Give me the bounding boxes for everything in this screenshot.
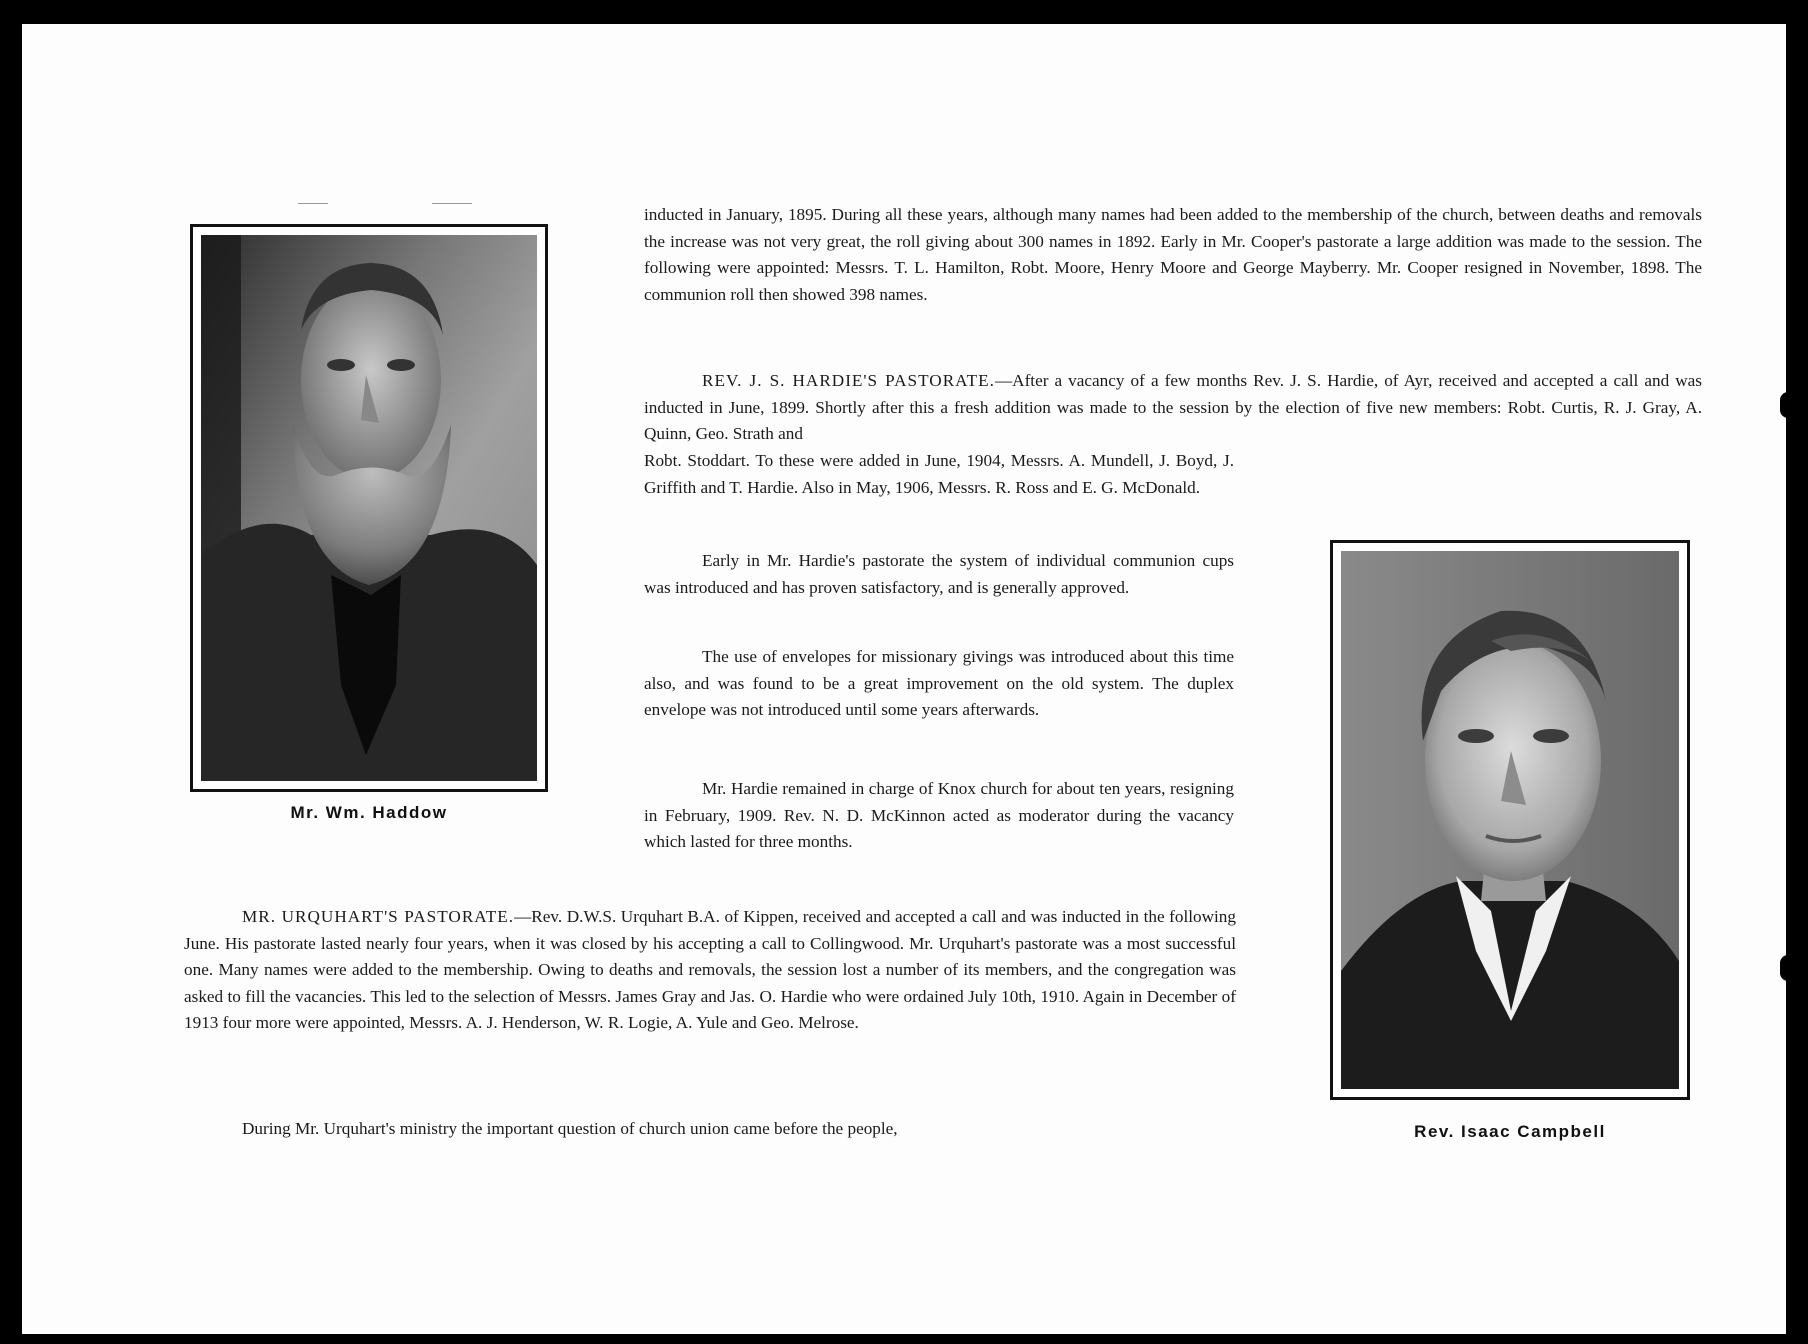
portrait-campbell-image (1341, 551, 1679, 1089)
paragraph-church-union: During Mr. Urquhart's ministry the important question of church union came before the people, (242, 1119, 898, 1138)
portrait-haddow-caption: Mr. Wm. Haddow (290, 803, 448, 822)
pencil-mark (298, 203, 328, 204)
page-edge-notch (1780, 955, 1794, 981)
paragraph-urquhart-body: —Rev. D.W.S. Urquhart B.A. of Kippen, received and accepted a call and was inducted in the following June. His pastorate lasted nearly four years, when it was closed by his accepting a call to Collingwood. Mr. Urquhart's pastorate was a most successful one. Many names were added to the membership. Owing to deaths and removals, the session lost a number of its members, and the congregation was asked to fill the vacancies. This led to the selection of Messrs. James Gray and Jas. O. Hardie who were ordained July 10th, 1910. Again in December of 1913 four more were appointed, Messrs. A. J. Henderson, W. R. Logie, A. Yule and Geo. Melrose. (184, 907, 1236, 1032)
pencil-mark (432, 203, 472, 204)
scan-border-right (1786, 0, 1808, 1344)
portrait-campbell (1330, 540, 1690, 1100)
portrait-haddow-image (201, 235, 537, 781)
paragraph-hardie-pastorate (644, 368, 1702, 448)
paragraph-cooper-end: inducted in January, 1895. During all these years, although many names had been added to the membership of the church, between deaths and removals the increase was not very great, the roll giving about 300 names in 1892. Early in Mr. Cooper's pastorate a large addition was made to the session. The following were appointed: Messrs. T. L. Hamilton, Robt. Moore, Henry Moore and George Mayberry. Mr. Cooper resigned in November, 1898. The communion roll then showed 398 names. (644, 205, 1702, 304)
section-heading-urquhart: MR. URQUHART'S PASTORATE. (242, 907, 515, 926)
paragraph-urquhart-pastorate (184, 904, 1236, 1037)
paragraph-hardie-session-additions: Robt. Stoddart. To these were added in June, 1904, Messrs. A. Mundell, J. Boyd, J. Griffith and T. Hardie. Also in May, 1906, Messrs. R. Ross and E. G. McDonald. (644, 451, 1234, 497)
paragraph-envelopes: The use of envelopes for missionary givings was introduced about this time also, and was found to be a great improvement on the old system. The duplex envelope was not introduced until some years afterwards. (644, 647, 1234, 719)
paragraph-hardie-body: —After a vacancy of a few months Rev. J. S. Hardie, of Ayr, received and accepted a call and was inducted in June, 1899. Shortly after this a fresh addition was made to the session by the election of five new members: Robt. Curtis, R. J. Gray, A. Quinn, Geo. Strath and (644, 371, 1702, 443)
section-heading-hardie: REV. J. S. HARDIE'S PASTORATE. (702, 371, 995, 390)
portrait-haddow (190, 224, 548, 792)
paragraph-hardie-resignation: Mr. Hardie remained in charge of Knox church for about ten years, resigning in February, 1909. Rev. N. D. McKinnon acted as moderator during the vacancy which lasted for three months. (644, 779, 1234, 851)
paragraph-communion-cups: Early in Mr. Hardie's pastorate the system of individual communion cups was introduced and has proven satisfactory, and is generally approved. (644, 551, 1234, 597)
scan-border-top (0, 0, 1808, 24)
page-edge-notch (1780, 392, 1794, 418)
portrait-campbell-caption: Rev. Isaac Campbell (1414, 1122, 1606, 1141)
